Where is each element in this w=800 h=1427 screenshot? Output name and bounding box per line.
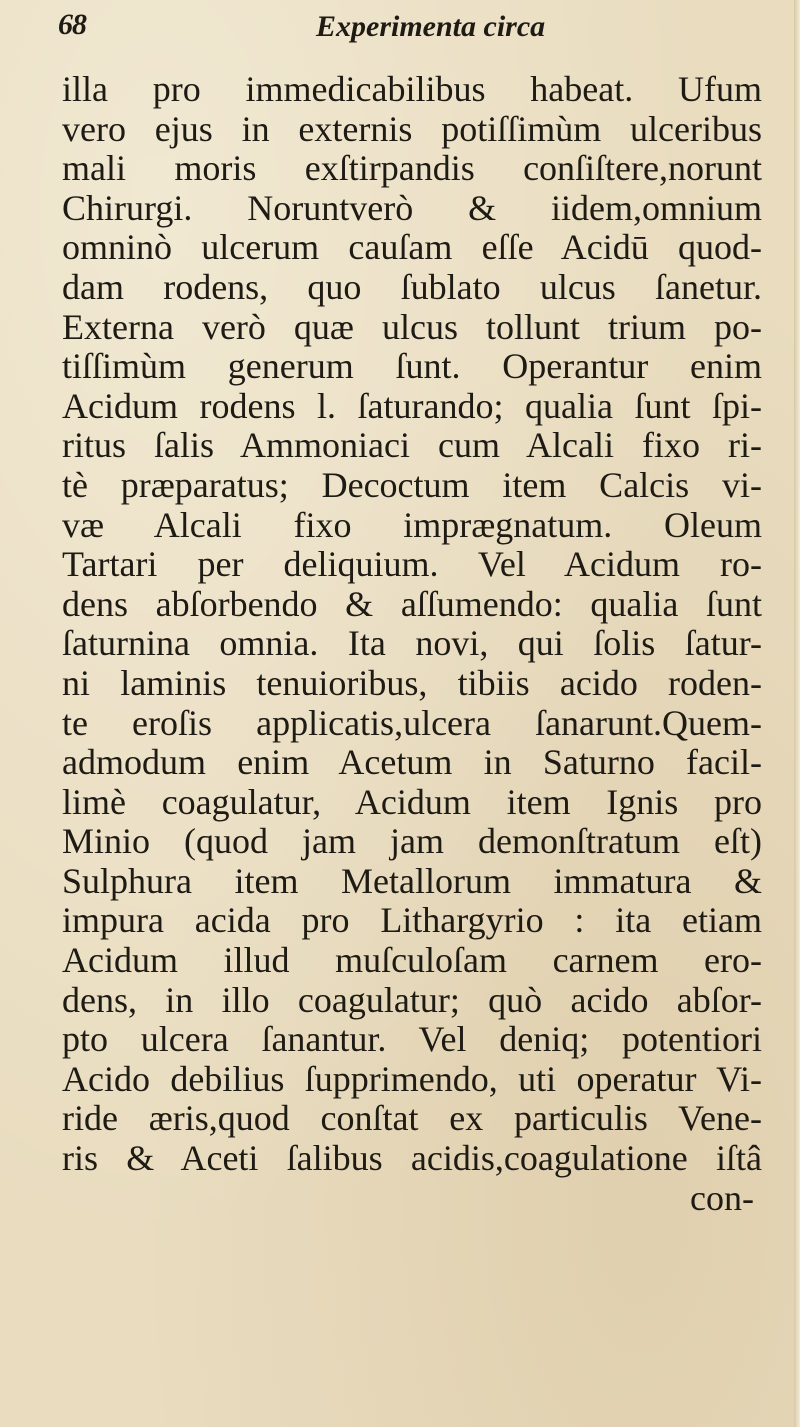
text-line: væ Alcali fixo imprægnatum. Oleum [62, 504, 762, 545]
page-number: 68 [58, 8, 86, 41]
running-title: Experimenta circa [316, 10, 546, 43]
running-head [58, 8, 760, 48]
text-line: dens abſorbendo & aſſumendo: qualia ſunt [62, 583, 762, 624]
text-line: Externa verò quæ ulcus tollunt trium po- [62, 306, 762, 347]
text-line: pto ulcera ſanantur. Vel deniq; potentiori [62, 1019, 762, 1060]
text-line: dens, in illo coagulatur; quò acido abſor- [62, 979, 762, 1020]
text-line: ritus ſalis Ammoniaci cum Alcali fixo ri- [62, 425, 762, 466]
text-line: Tartari per deliquium. Vel Acidum ro- [62, 544, 762, 585]
text-line: te eroſis applicatis,ulcera ſanarunt.Quem- [62, 702, 762, 743]
text-line: Acidum illud muſculoſam carnem ero- [62, 940, 762, 981]
text-line: ris & Aceti ſalibus acidis,coagulatione iſtâ [62, 1138, 762, 1179]
text-line: Minio (quod jam jam demonſtratum eſt) [62, 821, 762, 862]
text-line: dam rodens, quo ſublato ulcus ſanetur. [62, 266, 762, 307]
text-line: impura acida pro Lithargyrio : ita etiam [62, 900, 762, 941]
text-line: tiſſimùm generum ſunt. Operantur enim [62, 346, 762, 387]
text-line: Sulphura item Metallorum immatura & [62, 860, 762, 901]
text-line: Acidum rodens l. ſaturando; qualia ſunt ſpi- [62, 385, 762, 426]
text-line: Acido debilius ſupprimendo, uti operatur Vi- [62, 1058, 762, 1099]
text-line: tè præparatus; Decoctum item Calcis vi- [62, 464, 762, 505]
text-line: admodum enim Acetum in Saturno facil- [62, 742, 762, 783]
text-line: limè coagulatur, Acidum item Ignis pro [62, 781, 762, 822]
text-line: mali moris exſtirpandis conſiſtere,norunt [62, 148, 762, 189]
catchword: con- [690, 1177, 754, 1218]
body-text [62, 70, 762, 1218]
text-line: ride æris,quod conſtat ex particulis Vene- [62, 1098, 762, 1139]
text-line: illa pro immedicabilibus habeat. Ufum [62, 69, 762, 109]
text-line: omninò ulcerum cauſam eſſe Acidū quod- [62, 227, 762, 268]
text-line: ſaturnina omnia. Ita novi, qui ſolis ſatur- [62, 623, 762, 664]
text-line: ni laminis tenuioribus, tibiis acido roden- [62, 662, 762, 703]
text-line: vero ejus in externis potiſſimùm ulceribus [62, 108, 762, 149]
text-line: Chirurgi. Noruntverò & iidem,omnium [62, 187, 762, 228]
page-edge [794, 0, 800, 1427]
